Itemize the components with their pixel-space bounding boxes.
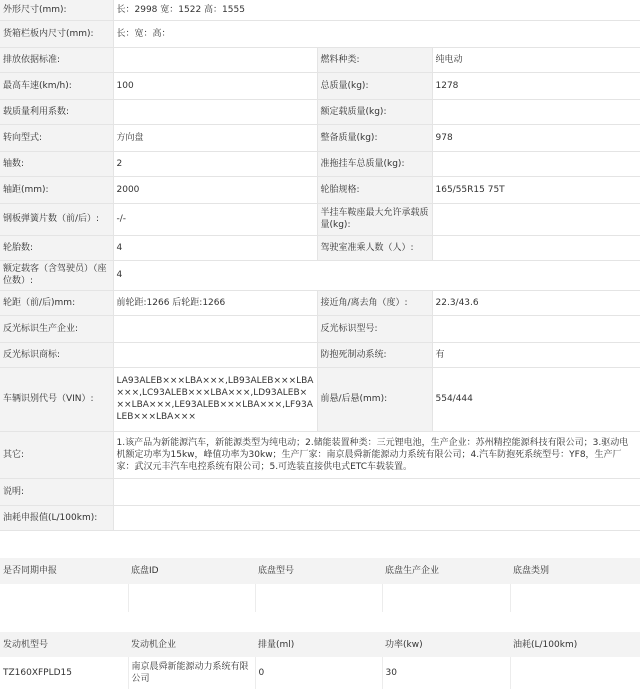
spec-row-axles [0,151,640,176]
notes-label: 说明: [0,478,113,505]
fuel-type-value: 纯电动 [432,47,640,72]
axles-label: 轴数: [0,151,113,176]
reflector-model-value [432,315,640,342]
abs-label: 防抱死制动系统: [317,342,432,367]
spec-row-other [0,431,640,478]
axles-value: 2 [113,151,317,176]
overhang-label: 前悬/后悬(mm): [317,367,432,431]
spec-row-track [0,290,640,315]
leaf-springs-value: -/- [113,203,317,235]
spec-row-emission-fuel [0,47,640,72]
tire-spec-value: 165/55R15 75T [432,176,640,203]
engine-header-cell: 发动机企业 [128,632,255,657]
cargo-box-value: 长：宽：高： [113,20,640,47]
engine-header-row [0,632,640,657]
spec-row-fuel-report [0,505,640,530]
spec-row-speed-mass [0,72,640,99]
seats-label: 额定载客（含驾驶员）（座位数）: [0,260,113,290]
seats-value: 4 [113,260,640,290]
dimensions-value: 长：2998 宽：1522 高：1555 [113,0,640,20]
spec-row-brand-abs [0,342,640,367]
reflector-brand-value [113,342,317,367]
chassis-cell [382,584,510,612]
steering-value: 方向盘 [113,124,317,151]
spec-row-tires [0,235,640,260]
spec-row-dimensions [0,0,640,20]
fuel-type-label: 燃料种类: [317,47,432,72]
engine-table [0,632,640,689]
engine-header-cell: 功率(kw) [382,632,510,657]
trailer-mass-value [432,151,640,176]
engine-cell: TZ160XFPLD15 [0,657,128,689]
spec-row-vin [0,367,640,431]
trailer-mass-label: 准拖挂车总质量(kg): [317,151,432,176]
vin-label: 车辆识别代号（VIN）: [0,367,113,431]
approach-angle-value: 22.3/43.6 [432,290,640,315]
cab-occupants-label: 驾驶室准乘人数（人）: [317,235,432,260]
chassis-table [0,558,640,612]
dimensions-label: 外形尺寸(mm): [0,0,113,20]
track-value: 前轮距:1266 后轮距:1266 [113,290,317,315]
section-gap [0,612,640,632]
rated-load-value [432,99,640,124]
spec-row-wheelbase [0,176,640,203]
engine-cell: 0 [255,657,382,689]
chassis-data-row [0,584,640,612]
approach-angle-label: 接近角/离去角（度）: [317,290,432,315]
emission-std-label: 排放依据标准: [0,47,113,72]
spec-row-notes [0,478,640,505]
chassis-header-cell: 底盘ID [128,558,255,584]
spec-row-seats [0,260,640,290]
max-speed-label: 最高车速(km/h): [0,72,113,99]
section-gap [0,540,640,558]
engine-header-cell: 油耗(L/100km) [510,632,640,657]
engine-cell: 南京晨舜新能源动力系统有限公司 [128,657,255,689]
tire-count-label: 轮胎数: [0,235,113,260]
wheelbase-label: 轴距(mm): [0,176,113,203]
engine-cell: 30 [382,657,510,689]
other-label: 其它: [0,431,113,478]
chassis-cell [510,584,640,612]
cab-occupants-value [432,235,640,260]
reflector-model-label: 反光标识型号: [317,315,432,342]
abs-value: 有 [432,342,640,367]
load-util-label: 载质量利用系数: [0,99,113,124]
engine-header-cell: 排量(ml) [255,632,382,657]
spec-row-springs [0,203,640,235]
vin-value: LA93ALEB×××LBA×××,LB93ALEB×××LBA×××,LC93ALEB×××LBA×××,LD93ALEB×××LBA×××,LE93ALEB×××LBA×××,LF93ALEB×××LBA××× [113,367,317,431]
spec-row-load [0,99,640,124]
chassis-header-row [0,558,640,584]
leaf-springs-label: 钢板弹簧片数（前/后）: [0,203,113,235]
curb-mass-value: 978 [432,124,640,151]
emission-std-value [113,47,317,72]
tire-count-value: 4 [113,235,317,260]
curb-mass-label: 整备质量(kg): [317,124,432,151]
chassis-header-cell: 底盘型号 [255,558,382,584]
reflector-maker-label: 反光标识生产企业: [0,315,113,342]
reflector-maker-value [113,315,317,342]
chassis-header-cell: 是否同期申报 [0,558,128,584]
max-speed-value: 100 [113,72,317,99]
other-value: 1.该产品为新能源汽车，新能源类型为纯电动；2.储能装置种类：三元锂电池，生产企业：苏州精控能源科技有限公司；3.驱动电机额定功率为15kw，峰值功率为30kw；生产厂家：南京晨舜新能源动力系统有限公司；4.汽车防抱死系统型号：YF8，生产厂家：武汉元丰汽车电控系统有限公司；5.可选装直接供电式ETC车载装置。 [113,431,640,478]
wheelbase-value: 2000 [113,176,317,203]
spec-row-steering [0,124,640,151]
fuel-report-label: 油耗申报值(L/100km): [0,505,113,530]
chassis-cell [128,584,255,612]
saddle-load-value [432,203,640,235]
saddle-load-label: 半挂车鞍座最大允许承载质量(kg): [317,203,432,235]
load-util-value [113,99,317,124]
reflector-brand-label: 反光标识商标: [0,342,113,367]
chassis-cell [0,584,128,612]
chassis-cell [255,584,382,612]
total-mass-value: 1278 [432,72,640,99]
engine-data-row [0,657,640,689]
engine-header-cell: 发动机型号 [0,632,128,657]
spec-row-reflector [0,315,640,342]
rated-load-label: 额定载质量(kg): [317,99,432,124]
overhang-value: 554/444 [432,367,640,431]
fuel-report-value [113,505,640,530]
cargo-box-label: 货箱栏板内尺寸(mm): [0,20,113,47]
tire-spec-label: 轮胎规格: [317,176,432,203]
notes-value [113,478,640,505]
total-mass-label: 总质量(kg): [317,72,432,99]
track-label: 轮距（前/后)mm: [0,290,113,315]
engine-cell [510,657,640,689]
chassis-header-cell: 底盘生产企业 [382,558,510,584]
spec-row-cargo-box [0,20,640,47]
chassis-header-cell: 底盘类别 [510,558,640,584]
steering-label: 转向型式: [0,124,113,151]
